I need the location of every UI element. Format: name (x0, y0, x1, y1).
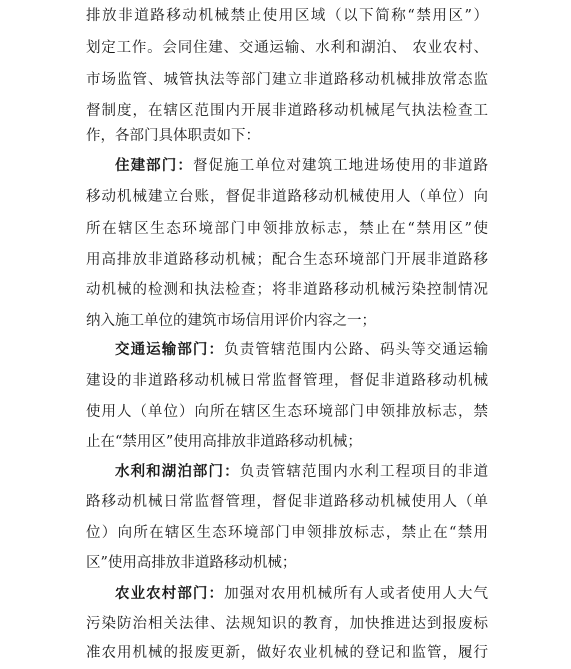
section-heading: 农业农村部门： (115, 585, 225, 602)
text-line: 动机械的检测和执法检查；将非道路移动机械污染控制情况 (86, 282, 488, 298)
text-line: 用高排放非道路移动机械；配合生态环境部门开展非道路移 (86, 252, 488, 268)
paragraph-first-line (115, 584, 488, 604)
text-line: 区”使用高排放非道路移动机械； (86, 555, 297, 571)
text-line: 建设的非道路移动机械日常监督管理，督促非道路移动机械 (86, 373, 488, 389)
section-heading: 交通运输部门： (115, 341, 225, 358)
text-line: 位）向所在辖区生态环境部门申领排放标志，禁止在“禁用 (86, 525, 488, 541)
text-span: 加强对农用机械所有人或者使用人大气 (224, 586, 488, 602)
text-line: 作，各部门具体职责如下： (86, 128, 260, 144)
text-line: 移动机械建立台账，督促非道路移动机械使用人（单位）向 (86, 189, 488, 205)
text-span: 负责管辖范围内水利工程项目的非道 (239, 464, 488, 480)
text-line: 路移动机械日常监督管理，督促非道路移动机械使用人（单 (86, 494, 488, 510)
text-line: 纳入施工单位的建筑市场信用评价内容之一； (86, 313, 376, 329)
text-line: 划定工作。会同住建、交通运输、水利和湖泊、 农业农村、 (86, 40, 488, 56)
paragraph-first-line (115, 462, 488, 482)
text-line: 督制度，在辖区范围内开展非道路移动机械尾气执法检查工 (86, 103, 488, 119)
paragraph-first-line (115, 156, 488, 176)
section-heading: 住建部门： (115, 157, 193, 174)
text-line: 准农用机械的报废更新，做好农业机械的登记和监管，履行 (86, 645, 488, 661)
text-line: 市场监管、城管执法等部门建立非道路移动机械排放常态监 (86, 72, 488, 88)
text-span: 督促施工单位对建筑工地进场使用的非道路 (192, 158, 488, 174)
paragraph-first-line (115, 340, 488, 360)
text-line: 止在“禁用区”使用高排放非道路移动机械； (86, 434, 362, 450)
section-heading: 水利和湖泊部门： (115, 463, 240, 480)
text-line: 排放非道路移动机械禁止使用区域（以下简称“禁用区”） (86, 8, 488, 24)
text-line: 所在辖区生态环境部门申领排放标志，禁止在“禁用区”使 (86, 221, 488, 237)
text-span: 负责管辖范围内公路、码头等交通运输 (224, 342, 488, 358)
text-line: 使用人（单位）向所在辖区生态环境部门申领排放标志，禁 (86, 404, 488, 420)
text-line: 污染防治相关法律、法规知识的教育，加快推进达到报废标 (86, 616, 488, 632)
